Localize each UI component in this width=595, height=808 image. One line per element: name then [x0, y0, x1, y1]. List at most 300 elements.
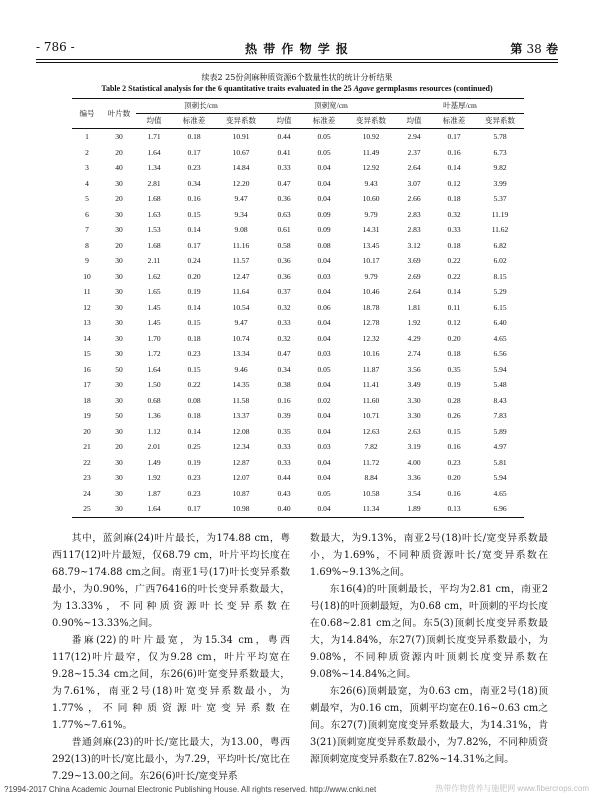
- table-cell: 0.35: [277, 426, 291, 436]
- table-row: [72, 253, 524, 269]
- table-cell: 30: [115, 488, 123, 498]
- subheader-sd: 标准差: [182, 116, 206, 125]
- table-cell: 0.04: [317, 318, 331, 327]
- table-cell: 17: [83, 380, 91, 389]
- table-cell: 0.23: [187, 473, 201, 482]
- table-row: [72, 145, 524, 161]
- table-cell: 0.05: [317, 488, 331, 498]
- table-cell: 0.33: [277, 457, 291, 467]
- table-cell: 1.64: [147, 504, 161, 513]
- table-cell: 0.02: [317, 395, 331, 405]
- table-cell: 12.78: [362, 318, 380, 327]
- table-cell: 3.30: [407, 411, 421, 420]
- header-rule-thin: [36, 62, 558, 63]
- table-cell: 0.32: [277, 302, 291, 312]
- table-cell: 0.04: [317, 426, 331, 436]
- right-column: [310, 530, 548, 768]
- table-row: [72, 470, 524, 486]
- table-cell: 0.15: [187, 209, 201, 219]
- table-cell: 6.73: [493, 147, 507, 157]
- table-cell: 10.54: [232, 302, 250, 312]
- table-cell: 1.62: [147, 271, 161, 281]
- table-cell: 0.05: [317, 132, 331, 141]
- watermark: 热带作物营养与施肥网 www.fibercrops.com: [435, 784, 589, 793]
- table-cell: 0.18: [187, 333, 201, 343]
- table-cell: 1.68: [147, 194, 161, 203]
- table-cell: 0.17: [187, 147, 201, 157]
- table-cell: 2: [85, 147, 89, 157]
- table-cell: 20: [115, 147, 123, 157]
- table-cell: 13.45: [362, 240, 380, 250]
- table-cell: 0.44: [277, 132, 291, 141]
- table-cell: 0.25: [187, 442, 201, 451]
- table-cell: 12.20: [232, 178, 250, 188]
- table-cell: 12: [83, 302, 91, 312]
- table-cell: 1.45: [147, 302, 161, 312]
- table-cell: 0.15: [447, 426, 461, 436]
- table-cell: 0.19: [187, 457, 201, 467]
- table-cell: 2.83: [407, 225, 421, 234]
- table-cell: 1.71: [147, 132, 161, 141]
- table-cell: 8.84: [364, 473, 378, 482]
- table-cell: 12.63: [362, 426, 380, 436]
- table-cell: 30: [115, 132, 123, 141]
- table-cell: 0.17: [187, 504, 201, 513]
- table-cell: 0.05: [317, 147, 331, 157]
- volume-label: [510, 40, 558, 57]
- table-row: [72, 362, 524, 378]
- table-cell: 6.02: [493, 256, 507, 265]
- table-cell: 1.64: [147, 147, 161, 157]
- table-row: [72, 346, 524, 362]
- table-cell: 11.62: [491, 225, 509, 234]
- table-cell: 7.83: [493, 411, 507, 420]
- copyright-notice: ?1994-2017 China Academic Journal Electronic Publishing House. All rights reserved. http://www.cnki.net: [4, 785, 377, 794]
- table-cell: 6.56: [493, 349, 507, 358]
- volume-suffix: 卷: [545, 42, 558, 56]
- table-cell: 0.03: [317, 271, 331, 281]
- table-cell: 3.54: [407, 488, 421, 498]
- table-cell: 8.43: [493, 395, 507, 405]
- table-cell: 0.32: [447, 209, 461, 219]
- table-cell: 0.18: [447, 194, 461, 203]
- paragraph: 番麻(22)的叶片最宽，为15.34 cm，粤西117(12)叶片最窄，仅为9.28 cm，叶片平均宽在9.28~15.34 cm之间，东26(6)叶宽变异系数最大，为7.61%，南亚2号(18)叶宽变异系数最小，为1.77%，不同种质资源叶宽变异系数在1.77%~7.61%。: [52, 635, 290, 731]
- table-cell: 5.29: [493, 287, 507, 296]
- table-cell: 0.38: [277, 380, 291, 389]
- table-cell: 11.58: [232, 395, 250, 405]
- table-cell: 8: [85, 240, 89, 250]
- header-group-spine-length: 顶刺长/cm: [136, 99, 266, 114]
- table-cell: 0.03: [317, 442, 331, 451]
- table-cell: 9.08: [234, 225, 248, 234]
- table-cell: 9.79: [364, 209, 378, 219]
- table-cell: 3: [85, 163, 89, 172]
- table-row: [72, 284, 524, 300]
- table-cell: 1.70: [147, 333, 161, 343]
- table-cell: 0.16: [447, 488, 461, 498]
- table-cell: 22: [83, 457, 91, 467]
- table-cell: 2.81: [147, 178, 161, 188]
- table-cell: 1.72: [147, 349, 161, 358]
- table-cell: 2.74: [407, 349, 421, 358]
- table-cell: 30: [115, 256, 123, 265]
- table-cell: 10.67: [232, 147, 250, 157]
- table-cell: 12.92: [362, 163, 380, 172]
- table-cell: 12.87: [232, 457, 250, 467]
- table-cell: 0.35: [447, 364, 461, 374]
- table-cell: 14.31: [362, 225, 380, 234]
- table-cell: 0.09: [317, 225, 331, 234]
- table-cell: 0.18: [447, 349, 461, 358]
- table-cell: 9.47: [234, 318, 248, 327]
- paragraph: 其中，蓝剑麻(24)叶片最长，为174.88 cm，粤西117(12)叶片最短，仅68.79 cm，叶片平均长度在68.79~174.88 cm之间。南亚1号(17)叶长变异系数最小，为0.90%，广西76416的叶长变异系数最大，为13.33%，不同种质资源叶长变异系数在0.90%~13.33%之间。: [52, 533, 290, 629]
- table-cell: 40: [115, 163, 123, 172]
- table-cell: 2.66: [407, 194, 421, 203]
- table-body: [72, 129, 524, 518]
- table-cell: 10.58: [362, 488, 380, 498]
- table-cell: 14: [83, 333, 91, 343]
- table-cell: 11.60: [362, 395, 380, 405]
- table-cell: 2.94: [407, 132, 421, 141]
- table-cell: 9.46: [234, 364, 248, 374]
- table-cell: 0.23: [187, 163, 201, 172]
- table-row: [72, 269, 524, 285]
- data-table-container: [72, 98, 524, 518]
- table-cell: 15: [83, 349, 91, 358]
- table-cell: 0.33: [447, 225, 461, 234]
- table-cell: 2.11: [147, 256, 161, 265]
- table-cell: 2.63: [407, 426, 421, 436]
- table-cell: 0.44: [277, 473, 291, 482]
- table-cell: 2.69: [407, 271, 421, 281]
- table-cell: 30: [115, 318, 123, 327]
- table-cell: 3.19: [407, 442, 421, 451]
- table-caption-cn: 续表2 25份剑麻种质资源6个数量性状的统计分析结果: [201, 73, 393, 82]
- table-cell: 0.41: [277, 147, 291, 157]
- table-cell: 3.36: [407, 473, 421, 482]
- table-cell: 25: [83, 504, 91, 513]
- table-cell: 12.08: [232, 426, 250, 436]
- caption-en-prefix: Table 2 Statistical analysis for the 6 quantitative traits evaluated in the 25: [101, 84, 354, 93]
- table-cell: 13.34: [232, 349, 250, 358]
- table-cell: 9.79: [364, 271, 378, 281]
- table-cell: 10: [83, 271, 91, 281]
- table-cell: 11.41: [362, 380, 380, 389]
- table-cell: 0.19: [187, 287, 201, 296]
- table-cell: 1: [85, 132, 89, 141]
- table-cell: 0.04: [317, 163, 331, 172]
- header-group-spine-width: 顶刺宽/cm: [266, 99, 396, 114]
- table-cell: 12.34: [232, 442, 250, 451]
- table-cell: 11.64: [232, 287, 250, 296]
- table-row: [72, 377, 524, 393]
- table-cell: 0.08: [187, 395, 201, 405]
- table-cell: 10.92: [362, 132, 380, 141]
- table-cell: 0.33: [277, 163, 291, 172]
- table-cell: 1.65: [147, 287, 161, 296]
- table-row: [72, 160, 524, 176]
- table-cell: 0.36: [277, 194, 291, 203]
- table-row: [72, 455, 524, 471]
- table-cell: 30: [115, 333, 123, 343]
- table-cell: 24: [83, 488, 91, 498]
- table-cell: 4.29: [407, 333, 421, 343]
- table-cell: 0.04: [317, 287, 331, 296]
- table-cell: 0.12: [447, 318, 461, 327]
- table-cell: 11.16: [232, 240, 250, 250]
- table-cell: 30: [115, 271, 123, 281]
- table-cell: 4.65: [493, 488, 507, 498]
- table-cell: 1.36: [147, 411, 161, 420]
- table-cell: 2.83: [407, 209, 421, 219]
- table-cell: 5.94: [493, 364, 507, 374]
- table-cell: 0.04: [317, 457, 331, 467]
- table-cell: 11: [83, 287, 91, 296]
- table-cell: 0.18: [187, 411, 201, 420]
- table-cell: 0.26: [447, 411, 461, 420]
- paragraph: 东16(4)的叶顶刺最长，平均为2.81 cm，南亚2号(18)的叶顶刺最短，为0.68 cm，叶顶刺的平均长度在0.68~2.81 cm之间。东5(3)顶刺长度变异系数最大，为14.84%，东27(7)顶刺长度变异系数最小，为9.08%，不同种质资源内叶顶刺长度变异系数在9.08%~14.84%之间。: [310, 584, 548, 680]
- table-cell: 10.71: [362, 411, 380, 420]
- table-cell: 5.89: [493, 426, 507, 436]
- table-cell: 30: [115, 380, 123, 389]
- table-cell: 0.18: [447, 240, 461, 250]
- page-header: [36, 40, 558, 58]
- table-cell: 4: [85, 178, 89, 188]
- table-cell: 5.81: [493, 457, 507, 467]
- table-cell: 30: [115, 504, 123, 513]
- table-cell: 10.17: [362, 256, 380, 265]
- table-cell: 0.40: [277, 504, 291, 513]
- table-cell: 11.34: [362, 504, 380, 513]
- table-cell: 10.98: [232, 504, 250, 513]
- table-cell: 11.87: [362, 364, 380, 374]
- table-cell: 0.43: [277, 488, 291, 498]
- table-cell: 12.47: [232, 271, 250, 281]
- subheader-sd: 标准差: [312, 116, 336, 125]
- table-cell: 0.04: [317, 473, 331, 482]
- table-row: [72, 207, 524, 223]
- table-cell: 3.49: [407, 380, 421, 389]
- header-rule-thick: [36, 59, 558, 60]
- table-cell: 13: [83, 318, 91, 327]
- table-cell: 1.81: [407, 302, 421, 312]
- table-cell: 0.23: [187, 349, 201, 358]
- table-cell: 0.36: [277, 256, 291, 265]
- table-cell: 0.23: [187, 488, 201, 498]
- table-cell: 0.58: [277, 240, 291, 250]
- table-cell: 0.08: [317, 240, 331, 250]
- table-cell: 5.48: [493, 380, 507, 389]
- table-cell: 0.20: [447, 473, 461, 482]
- table-cell: 0.28: [447, 395, 461, 405]
- table-row: [72, 501, 524, 517]
- table-cell: 10.60: [362, 194, 380, 203]
- table-cell: 0.22: [447, 256, 461, 265]
- table-cell: 0.04: [317, 194, 331, 203]
- table-cell: 0.23: [447, 457, 461, 467]
- table-cell: 30: [115, 457, 123, 467]
- table-row: [72, 176, 524, 192]
- table-cell: 1.92: [147, 473, 161, 482]
- table-cell: 0.14: [187, 302, 201, 312]
- table-cell: 14.84: [232, 163, 250, 172]
- table-cell: 0.47: [277, 178, 291, 188]
- table-cell: 0.17: [187, 240, 201, 250]
- table-cell: 0.04: [317, 380, 331, 389]
- table-cell: 0.37: [277, 287, 291, 296]
- table-cell: 12.07: [232, 473, 250, 482]
- table-row: [72, 408, 524, 424]
- table-cell: 9.34: [234, 209, 248, 219]
- caption-en-genus: Agave: [353, 84, 375, 93]
- table-cell: 0.34: [187, 178, 201, 188]
- table-cell: 6.40: [493, 318, 507, 327]
- table-cell: 9.43: [364, 178, 378, 188]
- table-cell: 0.63: [277, 209, 291, 219]
- table-cell: 6: [85, 209, 89, 219]
- table-cell: 3.30: [407, 395, 421, 405]
- table-cell: 0.61: [277, 225, 291, 234]
- table-cell: 11.57: [232, 256, 250, 265]
- table-cell: 0.09: [317, 209, 331, 219]
- subheader-sd: 标准差: [442, 116, 466, 125]
- table-cell: 9.47: [234, 194, 248, 203]
- table-cell: 4.65: [493, 333, 507, 343]
- table-cell: 8.15: [493, 271, 507, 281]
- table-cell: 0.04: [317, 333, 331, 343]
- table-cell: 1.49: [147, 457, 161, 467]
- table-cell: 0.04: [317, 178, 331, 188]
- table-row: [72, 439, 524, 455]
- table-cell: 0.36: [277, 271, 291, 281]
- table-cell: 50: [115, 411, 123, 420]
- table-cell: 23: [83, 473, 91, 482]
- table-cell: 0.14: [447, 287, 461, 296]
- table-cell: 7.82: [364, 442, 378, 451]
- table-cell: 30: [115, 178, 123, 188]
- table-row: [72, 331, 524, 347]
- table-cell: 1.89: [407, 504, 421, 513]
- table-cell: 16: [83, 364, 91, 374]
- table-cell: 4.97: [493, 442, 507, 451]
- table-cell: 2.64: [407, 163, 421, 172]
- table-cell: 20: [115, 442, 123, 451]
- subheader-mean: 均值: [276, 116, 292, 125]
- table-row: [72, 315, 524, 331]
- table-cell: 1.64: [147, 364, 161, 374]
- table-cell: 11.19: [491, 209, 509, 219]
- paragraph: 普通剑麻(23)的叶长/宽比最大，为13.00，粤西292(13)的叶长/宽比最小，为7.29，平均叶长/宽比在7.29~13.00之间。东26(6)叶长/宽变异系: [52, 737, 290, 782]
- table-cell: 2.01: [147, 442, 161, 451]
- table-cell: 0.15: [187, 318, 201, 327]
- table-cell: 10.91: [232, 132, 250, 141]
- table-cell: 6.82: [493, 240, 507, 250]
- table-cell: 5.78: [493, 132, 507, 141]
- table-cell: 10.16: [362, 349, 380, 358]
- table-cell: 0.24: [187, 256, 201, 265]
- table-cell: 30: [115, 473, 123, 482]
- table-row: [72, 393, 524, 409]
- table-cell: 0.14: [187, 225, 201, 234]
- table-cell: 0.06: [317, 302, 331, 312]
- table-cell: 0.19: [447, 380, 461, 389]
- statistics-table: [72, 98, 524, 518]
- table-cell: 30: [115, 395, 123, 405]
- table-cell: 30: [115, 349, 123, 358]
- table-cell: 1.12: [147, 426, 161, 436]
- table-cell: 14.35: [232, 380, 250, 389]
- table-cell: 19: [83, 411, 91, 420]
- volume-prefix: 第: [510, 42, 523, 56]
- subheader-cv: 变异系数: [356, 116, 386, 125]
- table-cell: 1.63: [147, 209, 161, 219]
- table-cell: 1.34: [147, 163, 161, 172]
- table-cell: 0.16: [187, 194, 201, 203]
- header-number: 编号: [79, 108, 95, 118]
- left-column: [52, 530, 290, 785]
- table-cell: 0.16: [277, 395, 291, 405]
- table-cell: 0.18: [187, 132, 201, 141]
- table-cell: 1.45: [147, 318, 161, 327]
- table-cell: 3.69: [407, 256, 421, 265]
- table-cell: 18: [83, 395, 91, 405]
- table-cell: 0.03: [317, 349, 331, 358]
- table-cell: 0.13: [447, 504, 461, 513]
- table-row: [72, 191, 524, 207]
- table-cell: 50: [115, 364, 123, 374]
- table-caption-en: [36, 84, 558, 93]
- caption-en-suffix: germplasms resources (continued): [374, 84, 493, 93]
- table-cell: 5.37: [493, 194, 507, 203]
- paragraph: 东26(6)顶刺最宽，为0.63 cm，南亚2号(18)顶刺最窄，为0.16 cm，顶刺平均宽在0.16~0.63 cm之间。东27(7)顶刺宽度变异系数最大，为14.31%，肯3(21)顶刺宽度变异系数最小，为7.82%，不同种质资源顶刺宽度变异系数在7.82%~14.31%之间。: [310, 686, 548, 765]
- table-cell: 0.34: [277, 364, 291, 374]
- table-cell: 9: [85, 256, 89, 265]
- header-leaf-count: 叶片数: [107, 108, 131, 118]
- table-cell: 30: [115, 287, 123, 296]
- table-cell: 5.94: [493, 473, 507, 482]
- table-cell: 0.16: [447, 147, 461, 157]
- subheader-cv: 变异系数: [226, 116, 256, 125]
- table-cell: 0.05: [317, 364, 331, 374]
- table-cell: 0.15: [187, 364, 201, 374]
- table-cell: 3.07: [407, 178, 421, 188]
- paragraph: 数最大，为9.13%，南亚2号(18)叶长/宽变异系数最小，为1.69%，不同种质资源叶长/宽变异系数在1.69%~9.13%之间。: [310, 533, 548, 578]
- table-cell: 0.14: [447, 163, 461, 172]
- table-cell: 20: [83, 426, 91, 436]
- table-cell: 30: [115, 209, 123, 219]
- subheader-mean: 均值: [406, 116, 422, 125]
- table-cell: 0.22: [187, 380, 201, 389]
- table-cell: 30: [115, 302, 123, 312]
- table-row: [72, 424, 524, 440]
- table-cell: 0.04: [317, 504, 331, 513]
- subheader-cv: 变异系数: [485, 116, 515, 125]
- table-cell: 6.96: [493, 504, 507, 513]
- table-cell: 3.56: [407, 364, 421, 374]
- table-cell: 1.68: [147, 240, 161, 250]
- table-cell: 6.15: [493, 302, 507, 312]
- table-cell: 0.12: [447, 178, 461, 188]
- table-cell: 12.32: [362, 333, 380, 343]
- table-cell: 0.20: [447, 333, 461, 343]
- table-cell: 20: [115, 194, 123, 203]
- table-cell: 3.99: [493, 178, 507, 188]
- table-row: [72, 486, 524, 502]
- table-cell: 11.49: [362, 147, 380, 157]
- table-cell: 0.20: [187, 271, 201, 281]
- table-row: [72, 222, 524, 238]
- subheader-mean: 均值: [146, 116, 162, 125]
